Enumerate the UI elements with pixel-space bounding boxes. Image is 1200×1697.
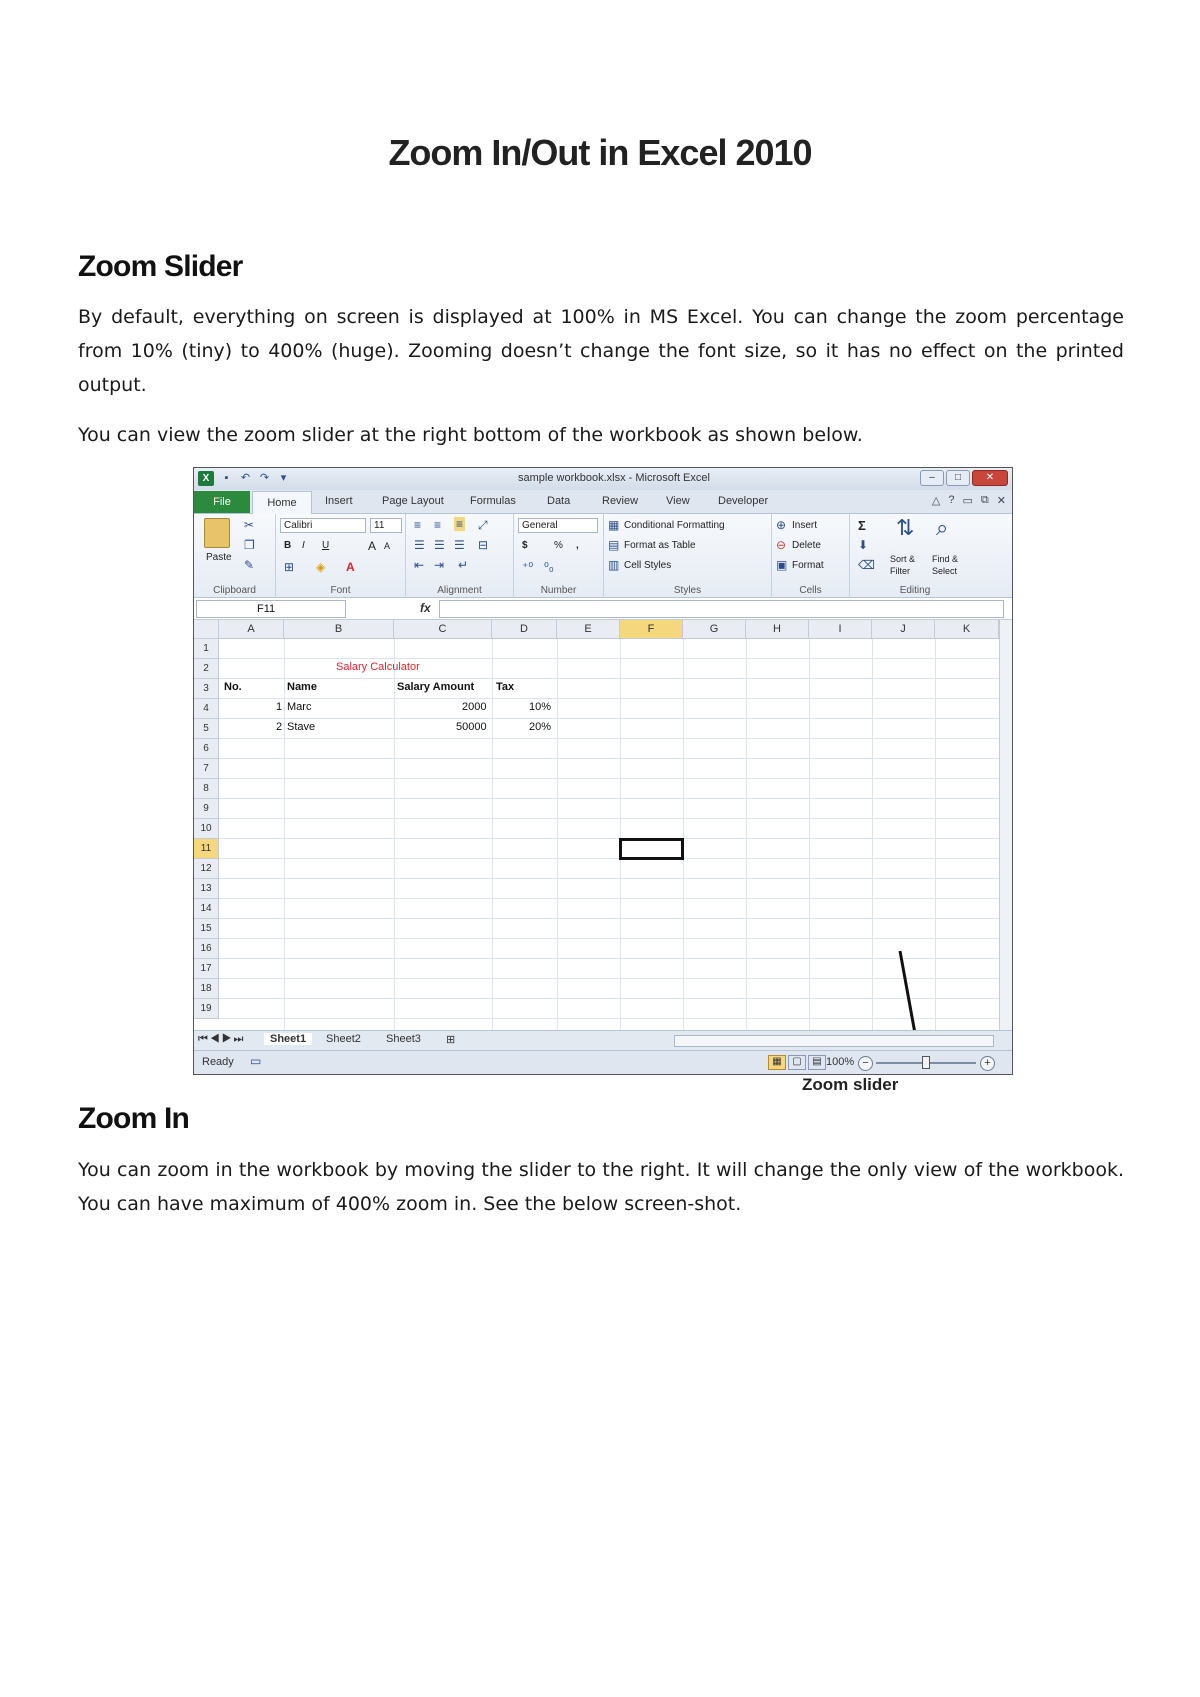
tab-developer[interactable]: Developer xyxy=(718,495,769,507)
tab-page-layout[interactable]: Page Layout xyxy=(382,495,444,507)
clipboard-group xyxy=(194,514,276,598)
restore-icon[interactable]: ▭ xyxy=(962,495,973,507)
insert-cells-button[interactable]: Insert xyxy=(792,520,818,531)
cell-r1-tax[interactable]: 10% xyxy=(529,701,552,713)
gridline xyxy=(219,998,999,999)
row-header-9[interactable]: 9 xyxy=(194,799,219,819)
sheet-tab-2[interactable]: Sheet2 xyxy=(326,1033,361,1045)
horizontal-scrollbar[interactable] xyxy=(674,1035,994,1047)
bold-button[interactable]: B xyxy=(284,540,292,551)
gridline xyxy=(219,1018,999,1019)
format-cells-button[interactable]: Format xyxy=(792,560,824,571)
gridline xyxy=(219,858,999,859)
orientation-icon[interactable]: ⤢ xyxy=(478,518,488,532)
row-header-15[interactable]: 15 xyxy=(194,919,219,939)
column-header-a[interactable]: A xyxy=(219,620,284,639)
copy-icon[interactable]: ❐ xyxy=(244,538,255,552)
insert-sheet-icon[interactable]: ⊞ xyxy=(446,1034,456,1046)
row-header-2[interactable]: 2 xyxy=(194,659,219,679)
number-format-select[interactable]: General xyxy=(518,518,598,533)
decrease-decimal-icon[interactable]: ⁰₀ xyxy=(544,560,554,574)
sheet-navigation-icon[interactable]: ⏮◀▶⏭ xyxy=(198,1033,246,1045)
delete-cells-button[interactable]: Delete xyxy=(792,540,821,551)
sort-filter-label-1[interactable]: Sort & xyxy=(890,554,916,564)
cell-r1-salary[interactable]: 2000 xyxy=(462,701,487,713)
tab-data[interactable]: Data xyxy=(547,495,571,507)
customize-dropdown-icon[interactable]: ▾ xyxy=(280,472,287,484)
page-layout-view-icon[interactable]: ▢ xyxy=(788,1055,806,1070)
styles-group-label: Styles xyxy=(673,585,702,596)
clear-icon[interactable]: ⌫ xyxy=(858,558,875,572)
gridline xyxy=(219,818,999,819)
close-icon[interactable]: ✕ xyxy=(972,470,1008,486)
tab-view[interactable]: View xyxy=(666,495,690,507)
formula-bar xyxy=(194,598,1012,620)
number-group-label: Number xyxy=(540,585,577,596)
formula-input[interactable] xyxy=(439,600,1004,618)
column-header-j[interactable]: J xyxy=(872,620,935,639)
row-header-6[interactable]: 6 xyxy=(194,739,219,759)
column-header-h[interactable]: H xyxy=(746,620,809,639)
wrap-text-icon[interactable]: ↵ xyxy=(458,558,469,572)
gridline xyxy=(219,838,999,839)
gridline xyxy=(219,778,999,779)
excel-screenshot xyxy=(193,467,1013,1094)
status-text: Ready xyxy=(202,1056,234,1068)
tab-formulas[interactable]: Formulas xyxy=(470,495,516,507)
gridline xyxy=(219,678,999,679)
row-header-11[interactable]: 11 xyxy=(194,839,219,859)
zoom-slider-annotation: Zoom slider xyxy=(802,1075,899,1094)
row-header-3[interactable]: 3 xyxy=(194,679,219,699)
active-cell-f11[interactable] xyxy=(619,838,684,860)
close-workbook-icon[interactable]: ✕ xyxy=(996,495,1006,507)
paragraph-zoom-default: By default, everything on screen is displayed at 100% in MS Excel. You can change the zoom percentage from 10% (tiny) to 400% (huge). Zooming doesn’t change the font size, so it has no effect on the printed output. xyxy=(78,306,1124,396)
column-header-i[interactable]: I xyxy=(809,620,872,639)
align-middle-icon[interactable]: ≡ xyxy=(434,518,442,532)
view-buttons xyxy=(768,1055,826,1070)
tab-insert[interactable]: Insert xyxy=(325,495,353,507)
excel-logo-icon: X xyxy=(198,471,214,486)
clipboard-group-label: Clipboard xyxy=(213,585,256,596)
font-name-select[interactable]: Calibri xyxy=(280,518,366,533)
align-left-icon[interactable]: ☰ xyxy=(414,538,425,552)
cell-header-name[interactable]: Name xyxy=(287,681,317,693)
alignment-group xyxy=(406,514,514,598)
conditional-formatting-button[interactable]: Conditional Formatting xyxy=(624,520,725,531)
column-header-g[interactable]: G xyxy=(683,620,746,639)
paste-label[interactable]: Paste xyxy=(206,552,232,563)
column-header-e[interactable]: E xyxy=(557,620,620,639)
select-all-corner[interactable] xyxy=(194,620,219,639)
number-group xyxy=(514,514,604,598)
align-bottom-icon[interactable]: ≡ xyxy=(456,517,464,531)
align-top-icon[interactable]: ≡ xyxy=(414,518,422,532)
styles-group xyxy=(604,514,772,598)
gridline xyxy=(219,878,999,879)
gridline xyxy=(219,938,999,939)
gridline xyxy=(219,718,999,719)
cell-r1-no[interactable]: 1 xyxy=(276,701,283,713)
paragraph-zoom-in: You can zoom in the workbook by moving the slider to the right. It will change the only view of the workbook. You can have maximum of 400% zoom in. See the below screen-shot. xyxy=(78,1159,1124,1215)
font-color-button[interactable]: A xyxy=(346,560,355,574)
fill-color-icon[interactable]: ◈ xyxy=(316,560,326,574)
gridline xyxy=(219,798,999,799)
row-header-5[interactable]: 5 xyxy=(194,719,219,739)
tab-file[interactable]: File xyxy=(194,491,250,513)
row-header-16[interactable]: 16 xyxy=(194,939,219,959)
excel-title-bar xyxy=(194,468,1012,490)
tab-home[interactable]: Home xyxy=(252,491,312,514)
section-heading-zoom-in: Zoom In xyxy=(78,1102,190,1135)
gridline xyxy=(219,738,999,739)
underline-button[interactable]: U xyxy=(322,540,330,551)
quick-access-toolbar xyxy=(198,471,290,486)
column-header-f[interactable]: F xyxy=(620,620,683,639)
currency-button[interactable]: $ xyxy=(522,540,528,551)
row-header-10[interactable]: 10 xyxy=(194,819,219,839)
fx-icon[interactable]: fx xyxy=(420,601,431,615)
cell-styles-button[interactable]: Cell Styles xyxy=(624,560,672,571)
row-header-18[interactable]: 18 xyxy=(194,979,219,999)
font-group xyxy=(276,514,406,598)
shrink-font-button[interactable]: A xyxy=(384,541,391,551)
decrease-indent-icon[interactable]: ⇤ xyxy=(414,558,425,572)
undo-icon[interactable]: ↶ xyxy=(240,472,251,484)
gridline xyxy=(219,978,999,979)
tab-review[interactable]: Review xyxy=(602,495,639,507)
maximize-icon[interactable]: □ xyxy=(946,470,970,486)
window-restore-icon[interactable]: ⧉ xyxy=(980,494,989,506)
cell-styles-icon[interactable]: ▥ xyxy=(608,558,620,572)
row-header-4[interactable]: 4 xyxy=(194,699,219,719)
row-header-8[interactable]: 8 xyxy=(194,779,219,799)
percent-button[interactable]: % xyxy=(554,540,563,551)
redo-icon[interactable]: ↷ xyxy=(259,472,270,484)
format-cells-icon[interactable]: ▣ xyxy=(776,558,788,572)
minimize-icon[interactable]: – xyxy=(920,470,944,486)
format-as-table-button[interactable]: Format as Table xyxy=(624,540,696,551)
fill-icon[interactable]: ⬇ xyxy=(858,538,869,552)
font-group-label: Font xyxy=(330,585,351,596)
format-as-table-icon[interactable]: ▤ xyxy=(608,538,620,552)
zoom-out-icon[interactable]: − xyxy=(858,1056,873,1071)
ribbon-tabs xyxy=(194,490,1012,514)
vertical-scrollbar[interactable] xyxy=(999,620,1012,1030)
row-header-17[interactable]: 17 xyxy=(194,959,219,979)
gridline xyxy=(219,918,999,919)
italic-button[interactable]: I xyxy=(302,540,305,551)
cell-r2-no[interactable]: 2 xyxy=(276,721,283,733)
sort-filter-label-2[interactable]: Filter xyxy=(890,566,910,576)
cell-header-no[interactable]: No. xyxy=(224,681,242,693)
column-header-d[interactable]: D xyxy=(492,620,557,639)
cell-header-salary[interactable]: Salary Amount xyxy=(397,681,475,693)
column-header-b[interactable]: B xyxy=(284,620,394,639)
row-header-12[interactable]: 12 xyxy=(194,859,219,879)
save-icon[interactable]: ▪ xyxy=(224,472,229,484)
grow-font-button[interactable]: A xyxy=(368,539,377,553)
cut-icon[interactable]: ✂ xyxy=(244,518,255,532)
gridline xyxy=(219,698,999,699)
help-icon[interactable]: ? xyxy=(948,494,955,506)
sheet-tabs-bar xyxy=(194,1030,1012,1050)
align-right-icon[interactable]: ☰ xyxy=(454,538,465,552)
row-header-14[interactable]: 14 xyxy=(194,899,219,919)
column-header-c[interactable]: C xyxy=(394,620,492,639)
gridline xyxy=(219,658,999,659)
cells-group xyxy=(772,514,850,598)
conditional-formatting-icon[interactable]: ▦ xyxy=(608,518,620,532)
align-center-icon[interactable]: ☰ xyxy=(434,538,445,552)
minimize-ribbon-icon[interactable]: △ xyxy=(931,495,941,507)
name-box[interactable]: F11 xyxy=(196,600,346,618)
sheet-tab-3[interactable]: Sheet3 xyxy=(386,1033,421,1045)
cell-title[interactable]: Salary Calculator xyxy=(336,661,420,673)
macro-record-icon[interactable]: ▭ xyxy=(250,1054,262,1068)
cell-r2-salary[interactable]: 50000 xyxy=(456,721,487,733)
zoom-level[interactable]: 100% xyxy=(826,1056,855,1068)
sheet-tab-1[interactable]: Sheet1 xyxy=(264,1033,312,1045)
gridline xyxy=(219,958,999,959)
gridline xyxy=(219,758,999,759)
cell-header-tax[interactable]: Tax xyxy=(496,681,515,693)
increase-decimal-icon[interactable]: ⁺⁰ xyxy=(522,560,534,574)
increase-indent-icon[interactable]: ⇥ xyxy=(434,558,445,572)
insert-cells-icon[interactable]: ⊕ xyxy=(776,518,787,532)
editing-group-label: Editing xyxy=(899,585,931,596)
merge-center-icon[interactable]: ⊟ xyxy=(478,538,489,552)
comma-button[interactable]: , xyxy=(576,540,579,551)
row-header-1[interactable]: 1 xyxy=(194,639,219,659)
column-header-k[interactable]: K xyxy=(935,620,999,639)
editing-group xyxy=(850,514,980,598)
zoom-slider-thumb[interactable] xyxy=(922,1056,930,1069)
cell-r2-tax[interactable]: 20% xyxy=(529,721,552,733)
row-header-7[interactable]: 7 xyxy=(194,759,219,779)
delete-cells-icon[interactable]: ⊖ xyxy=(776,538,787,552)
section-heading-zoom-slider: Zoom Slider xyxy=(78,250,243,283)
zoom-in-icon[interactable]: + xyxy=(980,1056,995,1071)
cell-r1-name[interactable]: Marc xyxy=(287,701,312,713)
ribbon-right-controls xyxy=(932,494,1006,507)
window-controls xyxy=(920,470,1008,486)
paste-icon[interactable] xyxy=(204,518,230,548)
format-painter-icon[interactable]: ✎ xyxy=(244,558,255,572)
page-break-view-icon[interactable]: ▤ xyxy=(808,1055,826,1070)
cell-r2-name[interactable]: Stave xyxy=(287,721,316,733)
gridline xyxy=(219,898,999,899)
font-size-select[interactable]: 11 xyxy=(370,518,402,533)
alignment-group-label: Alignment xyxy=(437,585,482,596)
find-select-label-2[interactable]: Select xyxy=(932,566,958,576)
autosum-button[interactable]: Σ xyxy=(858,518,866,533)
sort-filter-icon[interactable]: ⇅ xyxy=(896,515,915,540)
status-bar xyxy=(194,1050,1012,1074)
window-title: sample workbook.xlsx - Microsoft Excel xyxy=(518,472,710,484)
ribbon xyxy=(194,514,1012,598)
row-header-13[interactable]: 13 xyxy=(194,879,219,899)
row-header-19[interactable]: 19 xyxy=(194,999,219,1019)
find-select-icon[interactable]: ⌕ xyxy=(936,515,949,540)
find-select-label-1[interactable]: Find & xyxy=(932,554,959,564)
borders-icon[interactable]: ⊞ xyxy=(284,560,295,574)
normal-view-icon[interactable]: ▦ xyxy=(768,1055,786,1070)
page-title: Zoom In/Out in Excel 2010 xyxy=(388,132,812,173)
paragraph-zoom-location: You can view the zoom slider at the right bottom of the workbook as shown below. xyxy=(78,424,863,446)
cells-group-label: Cells xyxy=(799,585,822,596)
